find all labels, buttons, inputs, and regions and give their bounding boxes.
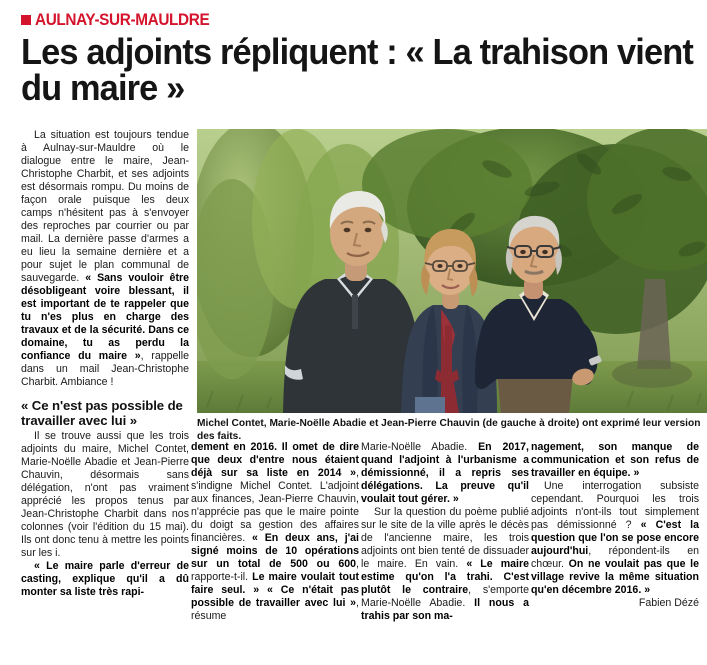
poeme-text: Sur la question du poème publié sur le site de la ville après le décès de l'ancienne maire, les trois adjoints ont bien tenté de dissuader le maire. En vain. (361, 506, 529, 571)
quote-faire-seul: Le maire voulait tout faire seul. » « Ce n'était pas possible de travailler avec lui » (191, 571, 359, 610)
photo-spacer-3 (361, 129, 529, 441)
quote-village: On ne voulait pas que le village revive la même situation qu'en décembre 2016. » (531, 558, 699, 597)
attribution-abadie: Marie-Noëlle Abadie. (361, 441, 479, 454)
quote-operations: « En deux ans, j'ai signé moins de 10 opérations sur un total de 500 ou 600 (191, 532, 359, 571)
red-square-icon (21, 15, 31, 25)
text-column-1 (21, 129, 189, 598)
paragraph-3-cont (191, 441, 359, 623)
quote-2014: dement en 2016. Il omet de dire que deux d'entre nous étaient déjà sur sa liste en 2014 » (191, 441, 359, 480)
locality-label: AULNAY-SUR-MAULDRE (35, 10, 210, 29)
quote-management-cont: nagement, son manque de communication et son refus de travailler en équipe. » (531, 441, 699, 480)
interrogation-text: Une interrogation subsiste cependant. Pourquoi les trois adjoints n'ont-ils tout simplement pas démissionné ? (531, 480, 699, 532)
photo-caption: Michel Contet, Marie-Noëlle Abadie et Jean-Pierre Chauvin (de gauche à droite) ont exprimé leur version des faits. (197, 418, 701, 442)
intro-text: La situation est toujours tendue à Aulnay-sur-Mauldre où le dialogue entre le maire, Jean-Christophe Charbit, et ses adjoints est désormais rompu. Du moins de façon orale puisque les deux camps n'hésitent pas à s'envoyer des reproches par courrier ou par mail. La dernière passe d'armes a eu lieu la semaine dernière et a pour sujet le plan communal de sauvegarde. (21, 129, 189, 285)
attribution-emporte: , s'emporte Marie-Noëlle Abadie. (361, 584, 529, 610)
quote-2017: En 2017, quand l'adjoint à l'urbanisme a démissionné, il a repris ses délégations. La preuve qu'il voulait tout gérer. » (361, 441, 529, 506)
paragraph-4-cont (361, 441, 529, 506)
photo-spacer-2 (191, 129, 359, 441)
attribution-contet: , s'indigne Michel Contet. L'adjoint aux finances, Jean-Pierre Chauvin, n'apprécie pas que le maire pointe du doigt sa gestion des affaires financières. (191, 467, 359, 545)
text-column-3 (361, 129, 529, 623)
intro-quote: « Sans vouloir être désobligeant voire blessant, il est important de te rappeler que tu n'es plus en charge des travaux et de la sécurité. Dans ce domaine, tu as perdu la confiance du maire » (21, 272, 189, 363)
section-subheading: « Ce n'est pas possible de travailler avec lui » (21, 398, 183, 428)
photo-spacer-4 (531, 129, 699, 441)
paragraph-5 (361, 506, 529, 623)
attribution-choeur: , répondent-ils en chœur. (531, 545, 699, 571)
quote-management-start: Il nous a trahis par son ma- (361, 597, 529, 623)
attribution-rapporte: , rapporte-t-il. (191, 558, 359, 584)
text-column-2 (191, 129, 359, 623)
kicker (21, 0, 700, 29)
paragraph-intro (21, 129, 189, 389)
byline: Fabien Dézé (638, 597, 699, 610)
attribution-resume: , résume (191, 597, 359, 623)
quote-trahi: « Le maire estime qu'on l'a trahi. C'est plutôt le contraire (361, 558, 529, 597)
paragraph-3-quote-start: « Le maire parle d'erreur de casting, explique qu'il a dû monter sa liste très rapi- (21, 559, 189, 598)
paragraph-2: Il se trouve aussi que les trois adjoints du maire, Michel Contet, Marie-Noëlle Abadie et Jean-Pierre Chauvin, désormais sans délégation, n'ont pas vraiment apprécié les propos tenus par Jean-Christophe Charbit dans nos colonnes (voir l'édition du 15 mai). Ils ont donc tenu à mettre les points sur les i. (21, 429, 189, 559)
text-column-4 (531, 129, 699, 610)
quote-question: « C'est la question que l'on se pose encore aujourd'hui (531, 519, 699, 558)
intro-attribution: , rappelle dans un mail Jean-Christophe Charbit. Ambiance ! (21, 350, 189, 389)
page-title: Les adjoints répliquent : « La trahison vient du maire » (21, 31, 693, 108)
paragraph-6 (531, 480, 699, 597)
